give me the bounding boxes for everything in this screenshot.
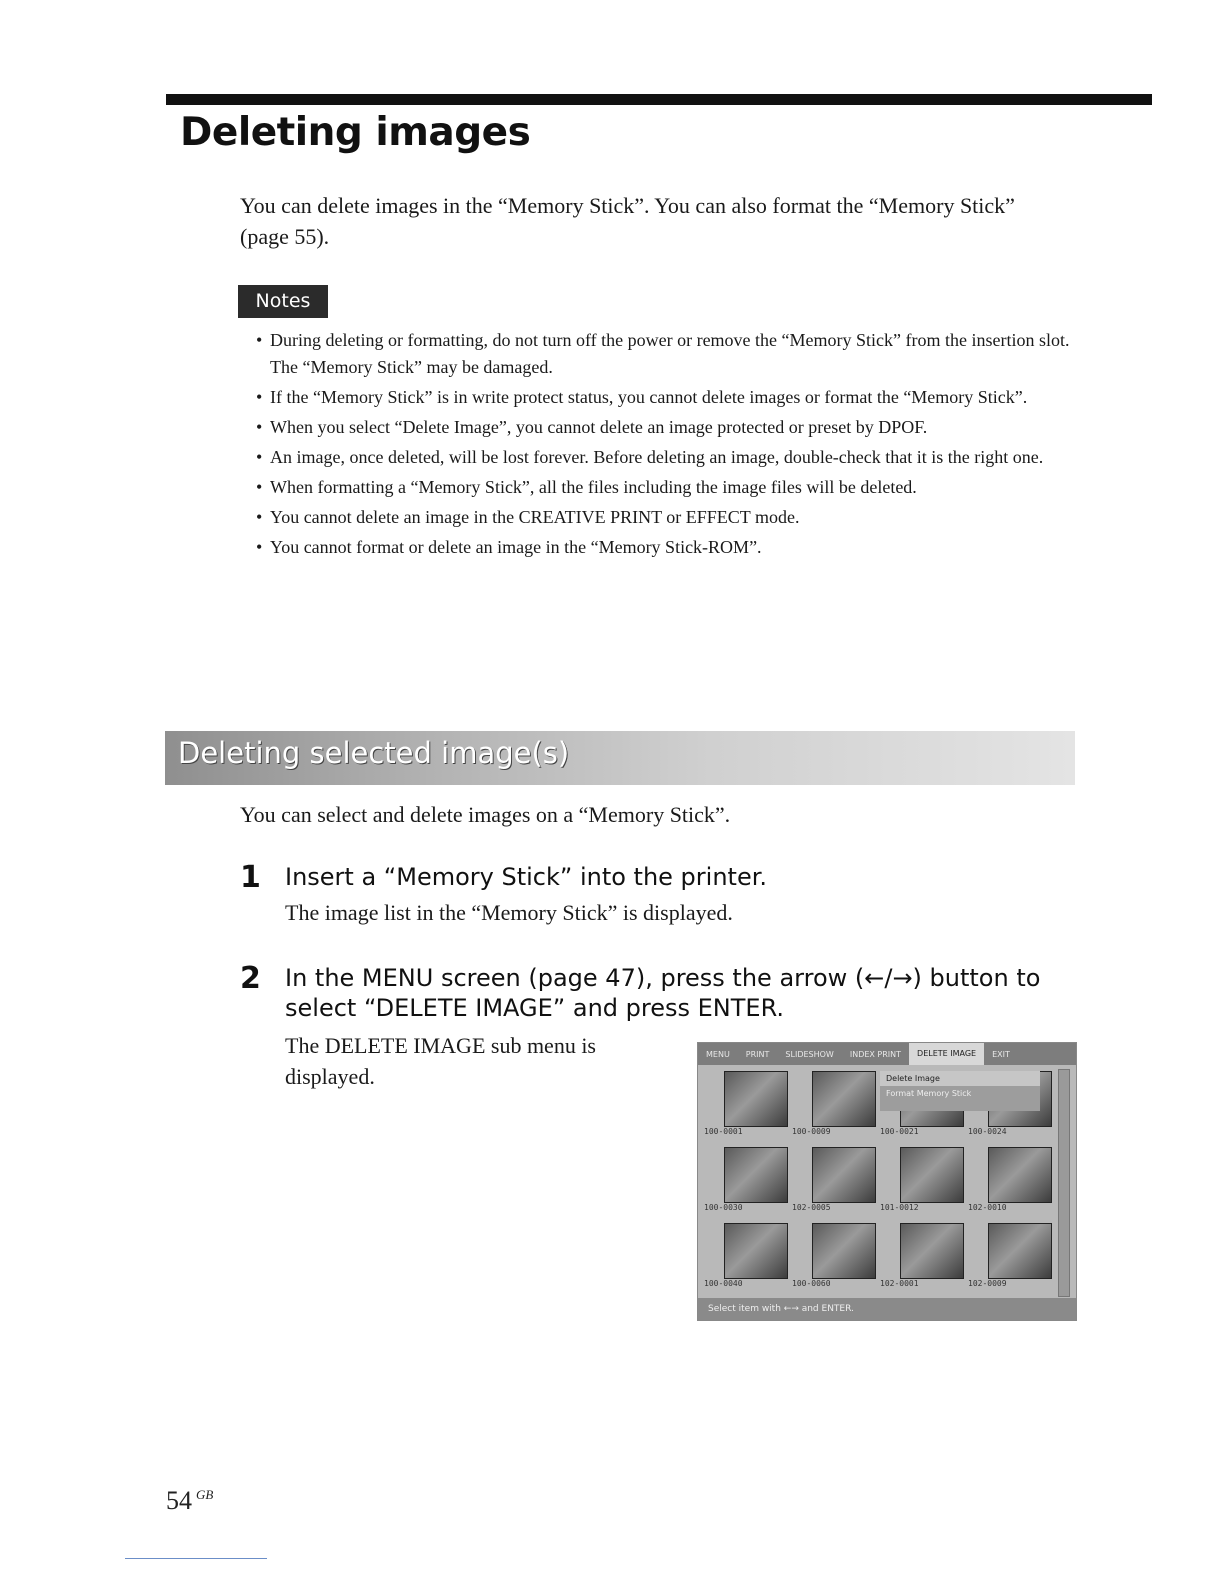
thumbnail-image: [812, 1147, 876, 1203]
note-item: [256, 414, 1076, 441]
thumbnail-image: [900, 1223, 964, 1279]
thumbnail-cell: [704, 1069, 788, 1143]
thumbnail-cell: [792, 1221, 876, 1295]
step-2-title-line1: In the MENU screen (page 47), press the arrow (←/→) button to: [285, 964, 1041, 992]
notes-badge: Notes: [238, 285, 328, 318]
note-text: An image, once deleted, will be lost forever. Before deleting an image, double-check that it is the right one.: [270, 447, 1044, 467]
thumbnail-label: 100-0040: [704, 1279, 743, 1288]
submenu-item-delete-image: Delete Image: [880, 1071, 1040, 1086]
note-item: [256, 384, 1076, 411]
step-2-title-line2: select “DELETE IMAGE” and press ENTER.: [285, 994, 785, 1022]
screen-tab: PRINT: [745, 1049, 770, 1059]
thumbnail-label: 102-0009: [968, 1279, 1007, 1288]
thumbnail-image: [812, 1071, 876, 1127]
thumbnail-cell: [968, 1221, 1052, 1295]
screen-tab: MENU: [706, 1049, 730, 1059]
page-number-value: 54: [166, 1486, 192, 1515]
step-2-body-line1: The DELETE IMAGE sub menu is: [285, 1033, 596, 1058]
thumbnail-label: 102-0010: [968, 1203, 1007, 1212]
note-text: You cannot format or delete an image in the “Memory Stick-ROM”.: [270, 537, 762, 557]
thumbnail-label: 100-0009: [792, 1127, 831, 1136]
screen-menu-bar: [698, 1043, 1076, 1065]
thumbnail-label: 100-0001: [704, 1127, 743, 1136]
bullet-icon: •: [256, 417, 263, 437]
screen-footer: Select item with ←→ and ENTER.: [698, 1298, 1076, 1320]
step-1-title: Insert a “Memory Stick” into the printer.: [285, 863, 768, 891]
thumbnail-image: [724, 1147, 788, 1203]
note-text: During deleting or formatting, do not turn off the power or remove the “Memory Stick” from the insertion slot. The “Memory Stick” may be damaged.: [270, 330, 1070, 377]
thumbnail-label: 102-0001: [880, 1279, 919, 1288]
note-item: [256, 474, 1076, 501]
thumbnail-cell: [880, 1145, 964, 1219]
thumbnail-image: [988, 1147, 1052, 1203]
note-text: You cannot delete an image in the CREATIVE PRINT or EFFECT mode.: [270, 507, 800, 527]
screen-tab: EXIT: [992, 1049, 1010, 1059]
thumbnail-image: [724, 1223, 788, 1279]
note-item: [256, 444, 1076, 471]
thumbnail-cell: [792, 1069, 876, 1143]
thumbnail-image: [812, 1223, 876, 1279]
step-2-number: 2: [240, 961, 261, 996]
note-item: [256, 504, 1076, 531]
step-2-title: [285, 963, 1040, 1023]
screen-scrollbar: [1058, 1069, 1070, 1297]
note-item: [256, 327, 1076, 381]
thumbnail-label: 100-0030: [704, 1203, 743, 1212]
submenu-item-format: Format Memory Stick: [886, 1089, 972, 1098]
screen-tab: SLIDESHOW: [785, 1049, 834, 1059]
thumbnail-cell: [704, 1145, 788, 1219]
bullet-icon: •: [256, 447, 263, 467]
note-item: [256, 534, 1076, 561]
page-title: Deleting images: [180, 110, 531, 155]
menu-screen-screenshot: [697, 1042, 1077, 1321]
thumbnail-label: 100-0024: [968, 1127, 1007, 1136]
thumbnail-label: 100-0060: [792, 1279, 831, 1288]
note-text: When you select “Delete Image”, you cannot delete an image protected or preset by DPOF.: [270, 417, 928, 437]
step-1-number: 1: [240, 860, 261, 895]
bottom-line: [125, 1558, 267, 1559]
page-number-suffix: GB: [196, 1487, 214, 1503]
bullet-icon: •: [256, 537, 263, 557]
step-2-body: [285, 1030, 596, 1092]
top-rule: [166, 94, 1152, 105]
screen-tab: INDEX PRINT: [849, 1049, 902, 1059]
thumbnail-cell: [704, 1221, 788, 1295]
thumbnail-label: 101-0012: [880, 1203, 919, 1212]
page-number: [166, 1486, 213, 1516]
thumbnail-label: 102-0005: [792, 1203, 831, 1212]
intro-paragraph: You can delete images in the “Memory Stick”. You can also format the “Memory Stick” (page 55).: [240, 193, 1015, 249]
section-title: Deleting selected image(s): [178, 736, 570, 770]
thumbnail-image: [988, 1223, 1052, 1279]
thumbnail-cell: [792, 1145, 876, 1219]
thumbnail-image: [724, 1071, 788, 1127]
note-text: If the “Memory Stick” is in write protect status, you cannot delete images or format the “Memory Stick”.: [270, 387, 1028, 407]
thumbnail-image: [900, 1147, 964, 1203]
bullet-icon: •: [256, 507, 263, 527]
thumbnail-label: 100-0021: [880, 1127, 919, 1136]
section-intro: You can select and delete images on a “Memory Stick”.: [240, 802, 731, 827]
note-text: When formatting a “Memory Stick”, all the files including the image files will be deleted.: [270, 477, 917, 497]
thumbnail-cell: [968, 1145, 1052, 1219]
bullet-icon: •: [256, 330, 263, 350]
delete-submenu: [880, 1071, 1040, 1111]
step-1-body: The image list in the “Memory Stick” is displayed.: [285, 900, 733, 925]
step-2-body-line2: displayed.: [285, 1064, 375, 1089]
notes-list: [256, 327, 1076, 564]
bullet-icon: •: [256, 477, 263, 497]
thumbnail-cell: [880, 1221, 964, 1295]
screen-tab-active: DELETE IMAGE: [909, 1043, 984, 1065]
bullet-icon: •: [256, 387, 263, 407]
